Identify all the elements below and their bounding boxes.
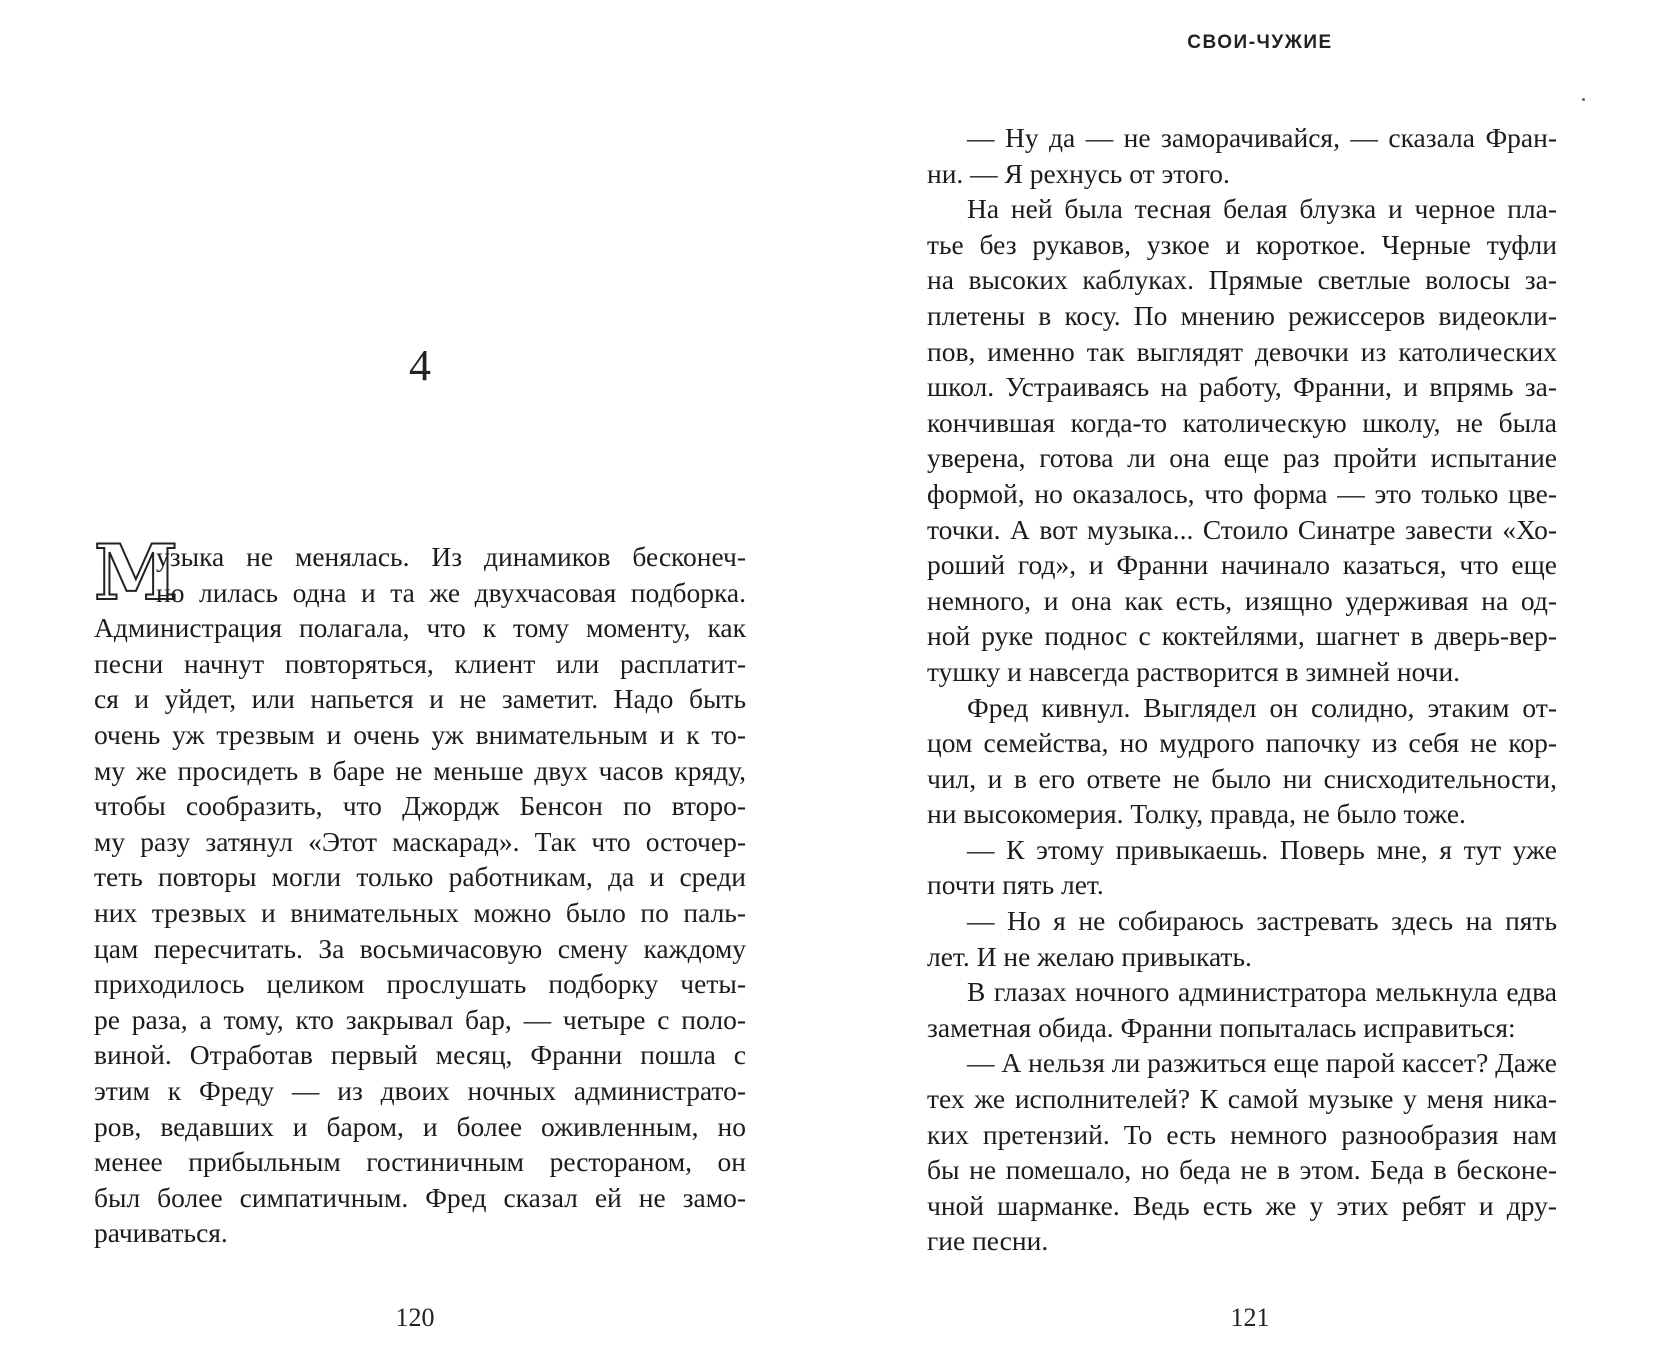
text-line: тье без рукавов, узкое и короткое. Черные туфли	[927, 228, 1557, 260]
text-line: ров, ведавших и баром, и более оживленным, но	[94, 1110, 746, 1142]
text-line: теть повторы могли только работникам, да и среди	[94, 861, 746, 893]
text-line: песни начнут повторяться, клиент или расплатит-	[94, 647, 746, 679]
text-line: уверена, готова ли она еще раз пройти испытание	[927, 442, 1557, 474]
chapter-number: 4	[409, 341, 431, 390]
text-line: тех же исполнителей? К самой музыке у меня ника-	[927, 1083, 1557, 1115]
text-line: узыка не менялась. Из динамиков бесконеч-	[156, 541, 746, 572]
paragraph	[927, 690, 1557, 832]
text-line: на высоких каблуках. Прямые светлые волосы за-	[927, 264, 1557, 296]
text-line: был более симпатичным. Фред сказал ей не замо-	[94, 1181, 746, 1213]
text-line: виной. Отработав первый месяц, Франни пошла с	[94, 1039, 746, 1071]
text-line: Фред кивнул. Выглядел он солидно, этаким от-	[967, 691, 1557, 723]
text-line: В глазах ночного администратора мелькнула едва	[967, 976, 1557, 1008]
text-line: На ней была тесная белая блузка и черное пла-	[967, 193, 1557, 225]
text-line: почти пять лет.	[927, 869, 1104, 901]
text-line: гие песни.	[927, 1225, 1049, 1257]
text-line: — Ну да — не заморачивайся, — сказала Фран-	[967, 122, 1557, 153]
text-line: роший год», и Франни начинало казаться, что еще	[927, 549, 1557, 581]
text-line: тушку и навсегда растворится в зимней ночи.	[927, 655, 1461, 687]
left-paragraph	[94, 528, 746, 1251]
text-line: школ. Устраиваясь на работу, Франни, и впрямь за-	[927, 371, 1557, 403]
right-page-text	[927, 120, 1557, 1259]
text-line: ни высокомерия. Толку, правда, не было тоже.	[927, 798, 1466, 830]
running-head: СВОИ-ЧУЖИЕ	[1187, 32, 1333, 53]
page-number-right: 121	[1230, 1303, 1270, 1332]
text-line: чной шарманке. Ведь есть же у этих ребят и дру-	[927, 1189, 1557, 1221]
text-line: цом семейства, но мудрого папочку из себя не кор-	[927, 727, 1557, 759]
page-number-left: 120	[395, 1303, 435, 1332]
text-line: рачиваться.	[94, 1217, 228, 1249]
text-line: чтобы сообразить, что Джордж Бенсон по второ-	[94, 790, 746, 822]
paragraph	[927, 120, 1557, 191]
text-line: ре раза, а тому, кто закрывал бар, — четыре с поло-	[94, 1003, 746, 1035]
text-line: немного, и она как есть, изящно удерживая на од-	[927, 584, 1557, 616]
text-line: них трезвых и внимательных можно было по паль-	[94, 896, 746, 928]
text-line: бы не помешало, но беда не в этом. Беда в бесконе-	[927, 1154, 1557, 1186]
paragraph	[927, 832, 1557, 903]
text-line: точки. А вот музыка... Стоило Синатре завести «Хо-	[927, 513, 1557, 545]
text-line: лет. И не желаю привыкать.	[927, 940, 1252, 972]
text-line: — К этому привыкаешь. Поверь мне, я тут уже	[967, 833, 1557, 865]
text-line: но лилась одна и та же двухчасовая подборка.	[156, 576, 746, 608]
text-line: ной руке поднос с коктейлями, шагнет в дверь-вер-	[927, 620, 1557, 652]
dropcap-letter: М	[94, 528, 179, 617]
text-line: заметная обида. Франни попыталась исправиться:	[927, 1011, 1516, 1043]
text-line: формой, но оказалось, что форма — это только цве-	[927, 477, 1557, 509]
text-line: очень уж трезвым и очень уж внимательным и к то-	[94, 718, 746, 750]
text-line: ких претензий. То есть немного разнообразия нам	[927, 1118, 1557, 1150]
print-speck	[1582, 98, 1585, 101]
paragraph	[927, 974, 1557, 1045]
text-line: плетены в косу. По мнению режиссеров видеокли-	[927, 299, 1557, 331]
text-line: ся и уйдет, или напьется и не заметит. Надо быть	[94, 683, 746, 715]
text-line: Администрация полагала, что к тому моменту, как	[94, 612, 746, 644]
left-page-text	[94, 528, 746, 1251]
text-line: пов, именно так выглядят девочки из католических	[927, 335, 1557, 367]
text-line: этим к Фреду — из двоих ночных администрато-	[94, 1074, 746, 1106]
text-line: — А нельзя ли разжиться еще парой кассет? Даже	[967, 1047, 1557, 1079]
text-line: му разу затянул «Этот маскарад». Так что осточер-	[94, 825, 746, 857]
text-line: цам пересчитать. За восьмичасовую смену каждому	[94, 932, 746, 964]
text-line: чил, и в его ответе не было ни снисходительности,	[927, 762, 1557, 794]
text-line: му же просидеть в баре не меньше двух часов кряду,	[94, 754, 746, 786]
paragraph	[927, 191, 1557, 689]
text-line: приходилось целиком прослушать подборку четы-	[94, 968, 746, 1000]
text-line: кончившая когда-то католическую школу, не была	[927, 406, 1557, 438]
text-line: ни. — Я рехнусь от этого.	[927, 157, 1230, 189]
paragraph	[927, 1045, 1557, 1259]
text-line: менее прибыльным гостиничным рестораном, он	[94, 1146, 746, 1178]
text-line: — Но я не собираюсь застревать здесь на пять	[967, 905, 1557, 937]
paragraph	[927, 903, 1557, 974]
